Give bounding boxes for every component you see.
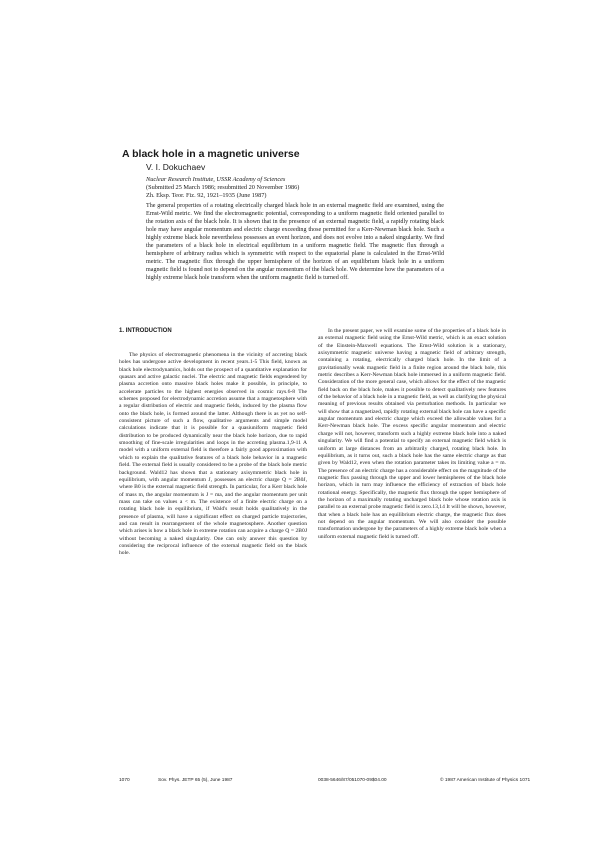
article-code: 0038-5646/87/051070-09$04.00: [318, 778, 387, 783]
article-title: A black hole in a magnetic universe: [122, 148, 300, 160]
page-number-left: 1070: [119, 778, 130, 783]
affiliation-block: [146, 176, 446, 201]
body-column-left: The physics of electromagnetic phenomena in the vicinity of accreting black holes has undergone active development in recent years.1-5 This field, known as black hole electrodynamics, holds out the prospect of a quantitative explanation for quasars and active galactic nuclei. The electric and magnetic fields engendered by plasma accretion onto massive black holes make it possible, in principle, to accelerate particles to the highest energies observed in cosmic rays.6-8 The schemes proposed for electrodynamic accretion assume that a magnetosphere with a regular distribution of electric and magnetic fields, induced by the plasma flow onto the black hole, is formed around the latter. Although there is as yet no self-consistent picture of such a flow, qualitative arguments and simple model calculations indicate that it is possible for a quasiuniform magnetic field distribution to be produced dynamically near the black hole horizon, due to rapid smoothing of fine-scale irregularities and loops in the accreting plasma.1,9-11 A model with a uniform external field is therefore a fairly good approximation with which to explain the qualitative features of a black hole behavior in a magnetic field. The external field is usually considered to be a probe of the black hole metric background. Wald12 has shown that a stationary axisymmetric black hole in equilibrium, with angular momentum J, possesses an electric charge Q = 2B0J, where B0 is the external magnetic field strength. In particular, for a Kerr black hole of mass m, the angular momentum is J = ma, and the angular momentum per unit mass can take on values a < m. The existence of a finite electric charge on a rotating black hole in equilibrium, if Wald's result holds qualitatively in the presence of plasma, will have a significant effect on charged particle trajectories, and can result in rearrangement of the whole magnetosphere. Another question which arises is how a black hole in extreme rotation can acquire a charge Q = 2B0J without becoming a naked singularity. One can only answer this question by considering the reciprocal influence of the external magnetic field on the black hole.: [119, 352, 307, 557]
journal-reference: Zh. Eksp. Teor. Fiz. 92, 1921–1935 (June 1987): [146, 192, 267, 200]
section-heading: 1. INTRODUCTION: [119, 328, 172, 334]
abstract: The general properties of a rotating electrically charged black hole in an external magnetic field are examined, using the Ernst-Wild metric. We find the electromagnetic potential, corresponding to a uniform magnetic field oriented parallel to the rotation axis of the black hole. It is shown that in the presence of an external magnetic field, a rapidly rotating black hole may have angular momentum and electric charge exceeding those permitted for a Kerr-Newman black hole. Such a highly extreme black hole nevertheless possesses an event horizon, and does not evolve into a naked singularity. We find the parameters of a black hole in electrical equilibrium in a uniform magnetic field. The magnetic flux through a hemisphere of arbitrary radius which is symmetric with respect to the equatorial plane is calculated in the Ernst-Wild metric. The magnetic flux through the upper hemisphere of the horizon of an equilibrium black hole in a uniform magnetic field is found not to depend on the angular momentum of the black hole. We determine how the parameters of a highly extreme black hole transform when the uniform magnetic field is turned off.: [146, 203, 444, 281]
journal-footer: Sov. Phys. JETP 65 (5), June 1987: [158, 778, 233, 783]
author-name: V. I. Dokuchaev: [146, 162, 206, 172]
body-column-right: In the present paper, we will examine some of the properties of a black hole in an external magnetic field using the Ernst-Wild metric, which is an exact solution of the Einstein-Maxwell equations. The Ernst-Wild solution is a stationary, axisymmetric magnetic universe having a magnetic field of arbitrary strength, containing a rotating, electrically charged black hole. In the limit of a gravitationally weak magnetic field in a finite region around the black hole, this metric describes a Kerr-Newman black hole immersed in a uniform magnetic field. Consideration of the more general case, which allows for the effect of the magnetic field back on the black hole, makes it possible to detect qualitatively new features of the behavior of a black hole in a magnetic field, as well as clarifying the physical meaning of previous results obtained via perturbation methods. In particular we will show that a magnetized, rapidly rotating external black hole can have a specific angular momentum and electric charge which exceed the allowable values for a Kerr-Newman black hole. The excess specific angular momentum and electric charge will not, however, transform such a highly extreme black hole into a naked singularity. We will find a potential to specify an external magnetic field which is uniform at large distances from an arbitrarily charged, rotating black hole. In equilibrium, as it turns out, such a black hole has the same electric charge as that given by Wald12, even when the rotation parameter takes its limiting value a = m. The presence of an electric charge has a considerable effect on the magnitude of the magnetic flux passing through the upper and lower hemispheres of the black hole horizon, which in turn may influence the efficiency of extraction of black hole rotational energy. Specifically, the magnetic flux through the upper hemisphere of the horizon of a maximally rotating uncharged black hole whose rotation axis is parallel to an external probe magnetic field is zero.13,14 It will be shown, however, that when a black hole has an equilibrium electric charge, the magnetic flux does not depend on the angular momentum. We will also consider the possible transformation undergone by the parameters of a highly extreme black hole when a uniform external magnetic field is turned off.: [318, 328, 506, 540]
copyright-notice: © 1987 American Institute of Physics 1071: [440, 778, 531, 783]
submission-dates: (Submitted 25 March 1986; resubmitted 20 November 1986): [146, 184, 300, 192]
institution: Nuclear Research Institute, USSR Academy of Sciences: [146, 176, 286, 183]
